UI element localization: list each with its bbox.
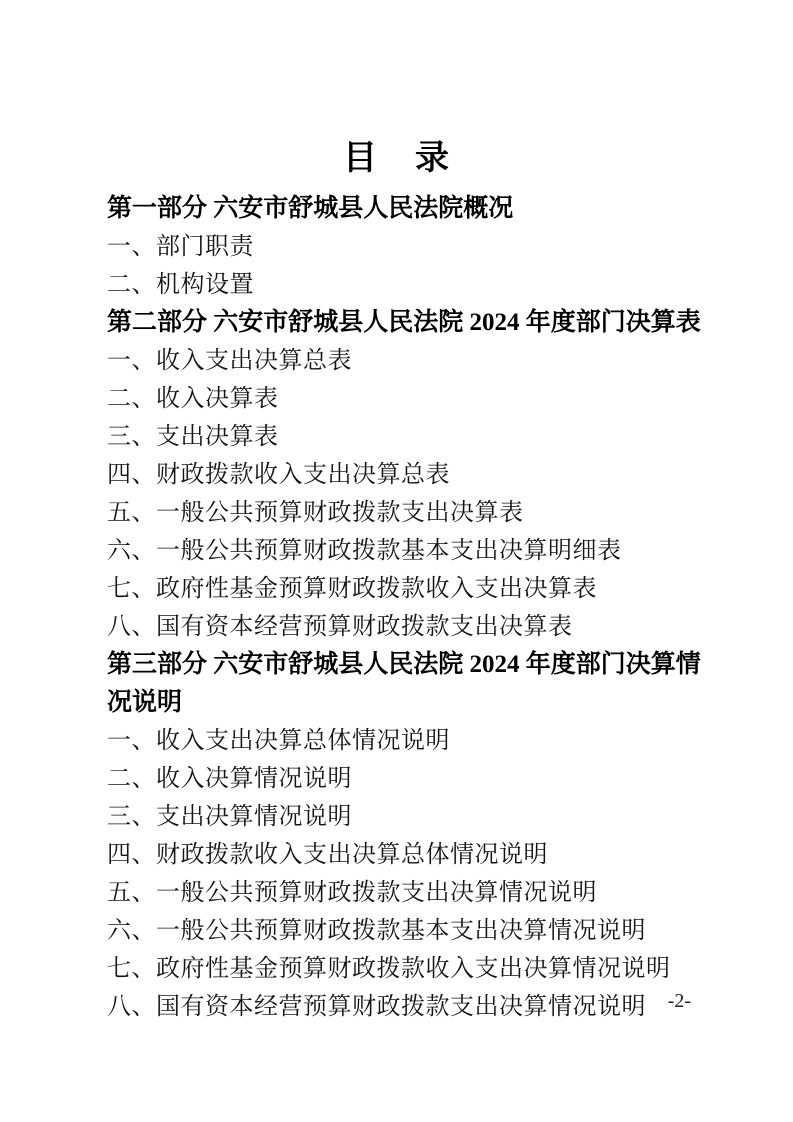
toc-item: 八、国有资本经营预算财政拨款支出决算情况说明 — [107, 994, 646, 1020]
section-heading-part1: 第一部分 六安市舒城县人民法院概况 — [107, 195, 514, 222]
toc-item: 一、部门职责 — [107, 234, 254, 260]
toc-item: 四、财政拨款收入支出决算总表 — [107, 462, 450, 488]
section-heading-part2: 第二部分 六安市舒城县人民法院 2024 年度部门决算表 — [107, 309, 701, 336]
toc-item: 三、支出决算表 — [107, 424, 279, 450]
toc-item: 八、国有资本经营预算财政拨款支出决算表 — [107, 614, 573, 640]
toc-item: 七、政府性基金预算财政拨款收入支出决算表 — [107, 576, 597, 602]
section-heading-part3: 第三部分 六安市舒城县人民法院 2024 年度部门决算情况说明 — [107, 651, 701, 716]
toc-item: 一、收入支出决算总表 — [107, 348, 352, 374]
toc-item: 三、支出决算情况说明 — [107, 804, 352, 830]
toc-item: 七、政府性基金预算财政拨款收入支出决算情况说明 — [107, 956, 671, 982]
toc-item: 二、收入决算表 — [107, 386, 279, 412]
toc-item: 五、一般公共预算财政拨款支出决算表 — [107, 500, 524, 526]
toc-item: 六、一般公共预算财政拨款基本支出决算情况说明 — [107, 918, 646, 944]
toc-item: 五、一般公共预算财政拨款支出决算情况说明 — [107, 880, 597, 906]
toc-item: 二、机构设置 — [107, 272, 254, 298]
toc-item: 六、一般公共预算财政拨款基本支出决算明细表 — [107, 538, 622, 564]
document-title: 目 录 — [343, 140, 451, 177]
page-number: -2- — [667, 990, 691, 1012]
toc-content — [107, 138, 711, 1026]
toc-item: 四、财政拨款收入支出决算总体情况说明 — [107, 842, 548, 868]
toc-item: 一、收入支出决算总体情况说明 — [107, 728, 450, 754]
toc-item: 二、收入决算情况说明 — [107, 766, 352, 792]
